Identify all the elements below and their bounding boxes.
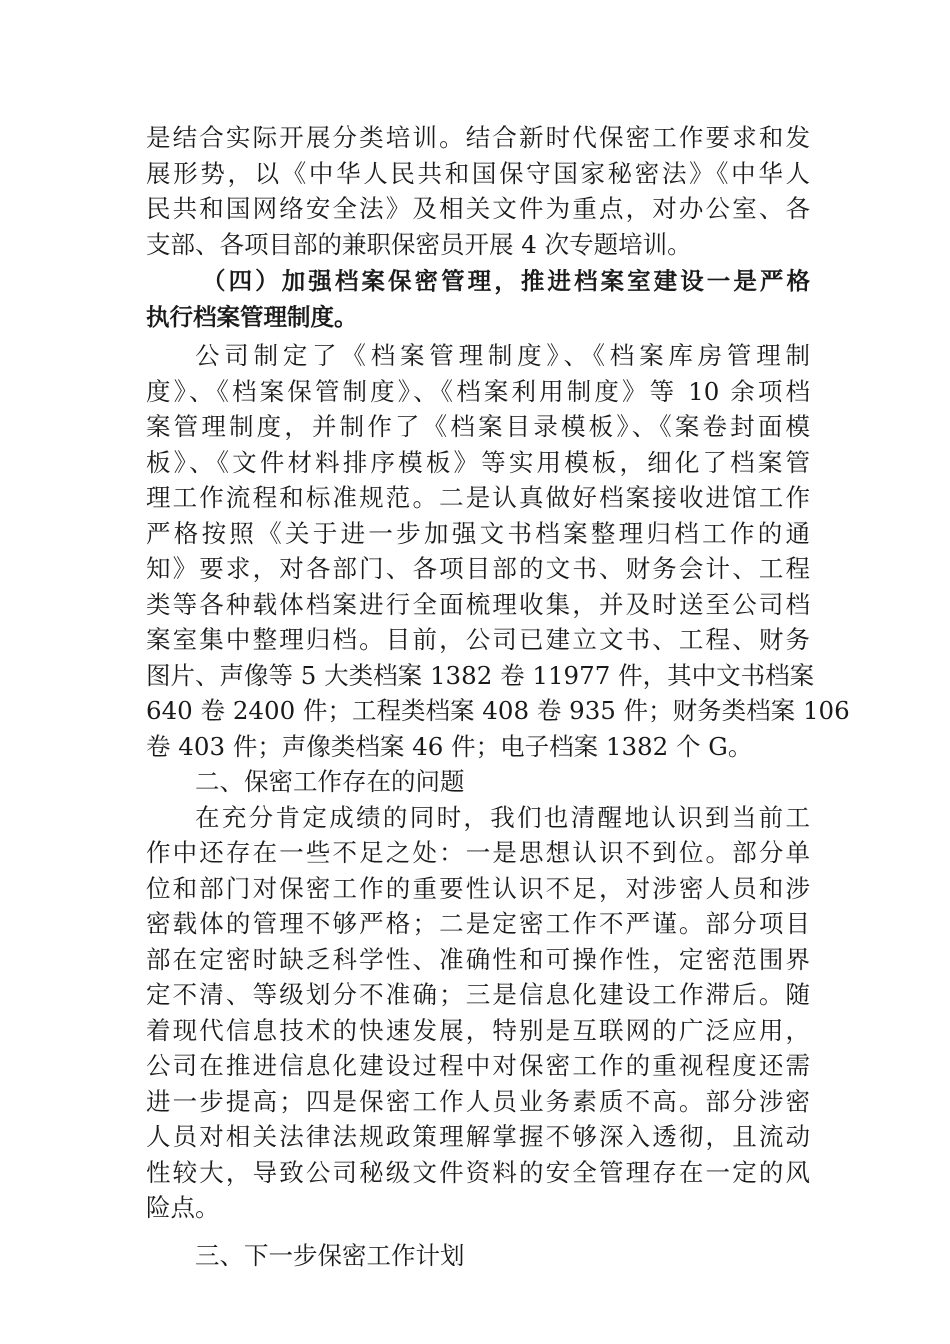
text-line: 进一步提高；四是保密工作人员业务素质不高。部分涉密: [146, 1086, 810, 1116]
text-line: 人员对相关法律法规政策理解掌握不够深入透彻，且流动: [146, 1122, 810, 1151]
heading-archive: [146, 264, 810, 335]
text-line: 位和部门对保密工作的重要性认识不足，对涉密人员和涉: [146, 873, 810, 903]
section-two-heading: 二、保密工作存在的问题: [195, 767, 465, 796]
text-line: 着现代信息技术的快速发展，特别是互联网的广泛应用，: [146, 1015, 810, 1045]
text-line: 在充分肯定成绩的同时，我们也清醒地认识到当前工: [195, 802, 810, 832]
text-line: 支部、各项目部的兼职保密员开展 4 次专题培训。: [146, 229, 692, 259]
text-line: 险点。: [146, 1193, 220, 1222]
text-line: 严格按照《关于进一步加强文书档案整理归档工作的通: [146, 518, 810, 548]
document-page: [146, 120, 850, 1273]
paragraph-problems: [146, 800, 810, 1226]
text-line: 类等各种载体档案进行全面梳理收集，并及时送至公司档: [146, 589, 810, 619]
paragraph-training: [146, 120, 810, 262]
section-three-heading: 三、下一步保密工作计划: [195, 1240, 465, 1270]
text-line: 密载体的管理不够严格；二是定密工作不严谨。部分项目: [146, 909, 810, 938]
spacer: [146, 1226, 810, 1238]
subheading-line: （四）加强档案保密管理，推进档案室建设一是严格: [202, 267, 810, 295]
text-line: 理工作流程和标准规范。二是认真做好档案接收进馆工作: [146, 483, 810, 512]
text-line: 民共和国网络安全法》及相关文件为重点，对办公室、各: [146, 194, 810, 223]
subheading-line: 执行档案管理制度。: [146, 302, 358, 331]
text-line: 案室集中整理归档。目前，公司已建立文书、工程、财务: [146, 625, 810, 654]
text-line: 卷 403 件；声像类档案 46 件；电子档案 1382 个 G。: [146, 731, 753, 761]
text-line: 公司制定了《档案管理制度》、《档案库房管理制: [195, 341, 810, 370]
text-line: 作中还存在一些不足之处：一是思想认识不到位。部分单: [146, 838, 810, 867]
text-line: 性较大，导致公司秘级文件资料的安全管理存在一定的风: [146, 1157, 810, 1187]
text-line: 案管理制度，并制作了《档案目录模板》、《案卷封面模: [146, 412, 810, 441]
text-line: 度》、《档案保管制度》、《档案利用制度》等 10 余项档: [146, 376, 810, 406]
text-line: 知》要求，对各部门、各项目部的文书、财务会计、工程: [146, 554, 810, 583]
text-line: 定不清、等级划分不准确；三是信息化建设工作滞后。随: [146, 980, 810, 1009]
text-line: 图片、声像等 5 大类档案 1382 卷 11977 件，其中文书档案: [146, 660, 815, 690]
text-line: 部在定密时缺乏科学性、准确性和可操作性，定密范围界: [146, 944, 810, 974]
text-line: 展形势，以《中华人民共和国保守国家秘密法》《中华人: [146, 158, 810, 188]
text-line: 公司在推进信息化建设过程中对保密工作的重视程度还需: [146, 1051, 810, 1080]
text-line: 640 卷 2400 件；工程类档案 408 卷 935 件；财务类档案 106: [146, 696, 850, 725]
text-line: 是结合实际开展分类培训。结合新时代保密工作要求和发: [146, 123, 810, 152]
paragraph-archive: [146, 338, 850, 764]
text-line: 板》、《文件材料排序模板》等实用模板，细化了档案管: [146, 447, 810, 477]
